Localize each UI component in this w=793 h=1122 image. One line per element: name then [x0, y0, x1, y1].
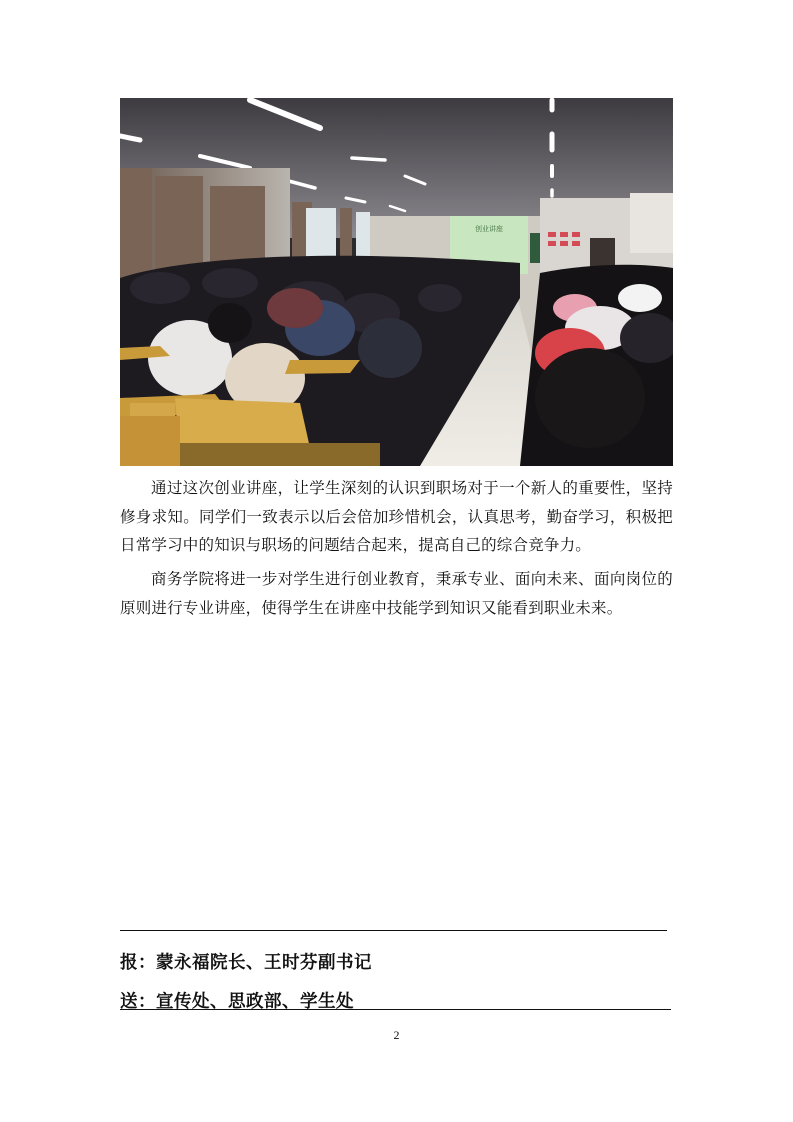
page-number: 2: [393, 1028, 400, 1042]
send-to-line: 送：宣传处、思政部、学生处: [120, 992, 354, 1012]
body-paragraph-1: 通过这次创业讲座，让学生深刻的认识到职场对于一个新人的重要性，坚持修身求知。同学们一致表示以后会倍加珍惜机会，认真思考，勤奋学习，积极把日常学习中的知识与职场的问题结合起来，提高自己的综合竞争力。: [120, 479, 673, 554]
footer-top-rule: [120, 930, 667, 931]
screen-text: 创业讲座: [475, 225, 503, 233]
report-to-line: 报：蒙永福院长、王时芬副书记: [120, 953, 372, 973]
body-paragraph-2: 商务学院将进一步对学生进行创业教育，秉承专业、面向未来、面向岗位的原则进行专业讲座，使得学生在讲座中技能学到知识又能看到职业未来。: [120, 570, 673, 617]
lecture-hall-photo: [120, 98, 673, 466]
footer-bottom-rule: [120, 1009, 671, 1010]
